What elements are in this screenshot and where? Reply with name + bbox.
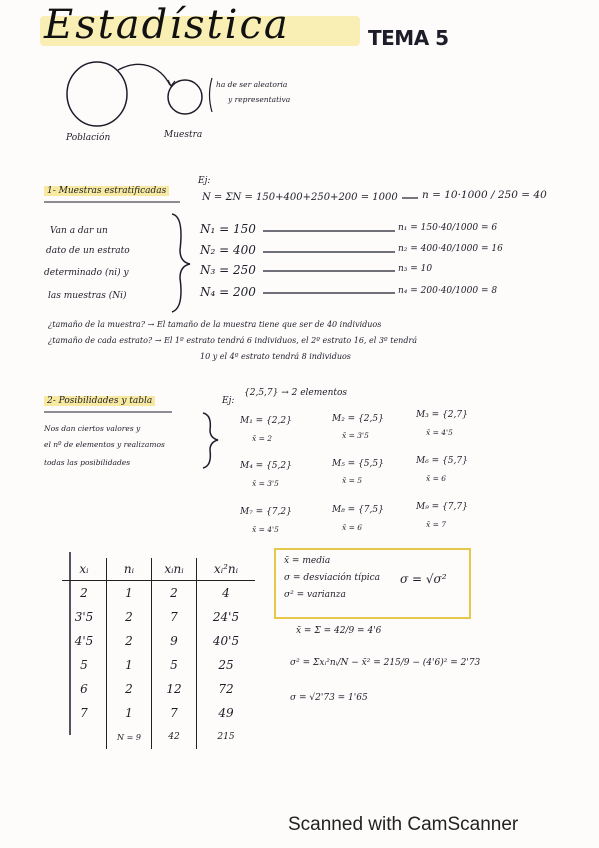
cell: 2 (152, 581, 197, 606)
cell: 25 (197, 653, 256, 677)
sample-M5: M₅ = {5,5} (332, 459, 384, 469)
stratum-N4: N₄ = 200 (200, 285, 256, 299)
cell: 1 (107, 701, 152, 725)
cell: 4'5 (74, 634, 94, 648)
s1-left-1: dato de un estrato (46, 246, 130, 256)
stratum-N3: N₃ = 250 (200, 263, 256, 277)
sample-x2: x̄ = 3'5 (342, 431, 369, 440)
note-line-2: y representativa (228, 95, 291, 104)
sample-x8: x̄ = 6 (342, 523, 363, 532)
stratum-N2: N₂ = 400 (200, 243, 256, 257)
table-header-row (62, 558, 255, 581)
cell (62, 725, 107, 749)
cell: 4 (197, 581, 256, 606)
cell: 40'5 (197, 629, 256, 653)
legend-equation: σ = √σ² (400, 572, 447, 586)
sample-M7: M₇ = {7,2} (240, 507, 292, 517)
cell: 24'5 (197, 605, 256, 629)
cell: 5 (152, 653, 197, 677)
cell: 7 (80, 706, 88, 720)
table-row (62, 701, 255, 725)
s2-left-2: todas las posibilidades (44, 458, 131, 467)
cell: 42 (152, 725, 197, 749)
sample-x7: x̄ = 4'5 (252, 525, 279, 534)
cell: 1 (107, 581, 152, 606)
question-1: ¿tamaño de la muestra? → El tamaño de la muestra tiene que ser de 40 individuos (48, 320, 382, 329)
cell: N = 9 (107, 725, 152, 749)
table-row (62, 605, 255, 629)
cell: 2 (107, 629, 152, 653)
poblacion-label: Población (66, 133, 111, 143)
cell: 3'5 (74, 610, 94, 624)
legend-mean: x̄ = media (284, 556, 331, 566)
calc-mean: x̄ = Σ = 42/9 = 4'6 (296, 626, 382, 636)
section1-heading: 1- Muestras estratificadas (44, 186, 169, 196)
cell: 7 (152, 605, 197, 629)
cell: 5 (80, 658, 88, 672)
total-equation: N = ΣN = 150+400+250+200 = 1000 (202, 192, 398, 203)
header-xi: xᵢ (62, 558, 107, 581)
n-formula: n = 10·1000 / 250 = 40 (422, 189, 547, 201)
sample-x5: x̄ = 5 (342, 476, 363, 485)
sample-M8: M₈ = {7,5} (332, 505, 384, 515)
cell: 49 (197, 701, 256, 725)
muestra-label: Muestra (164, 130, 203, 140)
stratum-n2: n₂ = 400·40/1000 = 16 (398, 244, 503, 254)
s1-left-3: las muestras (Ni) (48, 291, 127, 301)
cell: 9 (152, 629, 197, 653)
table-row (62, 677, 255, 701)
sample-M1: M₁ = {2,2} (240, 416, 292, 426)
stratum-n1: n₁ = 150·40/1000 = 6 (398, 223, 498, 233)
sample-M3: M₃ = {2,7} (416, 410, 468, 420)
sample-x1: x̄ = 2 (252, 434, 273, 443)
header-xi2ni: xᵢ²nᵢ (197, 558, 256, 581)
s2-left-1: el nº de elementos y realizamos (44, 440, 165, 449)
table-totals-row (62, 725, 255, 749)
scanner-watermark: Scanned with CamScanner (288, 814, 519, 835)
cell: 2 (107, 605, 152, 629)
stratum-n4: n₄ = 200·40/1000 = 8 (398, 286, 498, 296)
sample-x6: x̄ = 6 (426, 474, 447, 483)
element-set: {2,5,7} → 2 elementos (244, 388, 348, 398)
sample-M6: M₆ = {5,7} (416, 456, 468, 466)
cell: 72 (197, 677, 256, 701)
frequency-table (62, 558, 255, 749)
sample-M9: M₉ = {7,7} (416, 502, 468, 512)
note-line-1: ha de ser aleatoria (216, 80, 288, 89)
question-3: 10 y el 4º estrato tendrá 8 individuos (200, 352, 351, 361)
s1-left-0: Van a dar un (50, 226, 108, 236)
cell: 2 (80, 586, 88, 600)
stratum-N1: N₁ = 150 (200, 222, 256, 236)
cell: 2 (107, 677, 152, 701)
table-row (62, 629, 255, 653)
section2-heading: 2- Posibilidades y tabla (44, 396, 155, 406)
legend-sd: σ = desviación típica (284, 573, 380, 583)
stratum-n3: n₃ = 10 (398, 264, 433, 274)
header-xini: xᵢnᵢ (152, 558, 197, 581)
table-row (62, 653, 255, 677)
legend-variance: σ² = varianza (284, 590, 346, 600)
calc-sd: σ = √2'73 = 1'65 (290, 693, 368, 703)
table-row (62, 581, 255, 606)
question-2: ¿tamaño de cada estrato? → El 1º estrato tendrá 6 individuos, el 2º estrato 16, el 3º tendrá (48, 336, 418, 345)
cell: 6 (80, 682, 88, 696)
calc-variance: σ² = Σxᵢ²nᵢ/N − x̄² = 215/9 − (4'6)² = 2'73 (290, 658, 481, 668)
sample-x3: x̄ = 4'5 (426, 428, 453, 437)
ej-label-1: Ej: (198, 176, 211, 186)
cell: 7 (152, 701, 197, 725)
sample-x9: x̄ = 7 (426, 520, 447, 529)
ej-label-2: Ej: (222, 396, 235, 406)
sample-x4: x̄ = 3'5 (252, 479, 279, 488)
page-title: Estadística (44, 2, 290, 48)
tema-label: TEMA 5 (368, 26, 449, 50)
s1-left-2: determinado (ni) y (44, 268, 129, 278)
s2-left-0: Nos dan ciertos valores y (44, 424, 141, 433)
header-ni: nᵢ (107, 558, 152, 581)
cell: 12 (152, 677, 197, 701)
sample-M4: M₄ = {5,2} (240, 461, 292, 471)
sample-M2: M₂ = {2,5} (332, 414, 384, 424)
cell: 215 (197, 725, 256, 749)
cell: 1 (107, 653, 152, 677)
